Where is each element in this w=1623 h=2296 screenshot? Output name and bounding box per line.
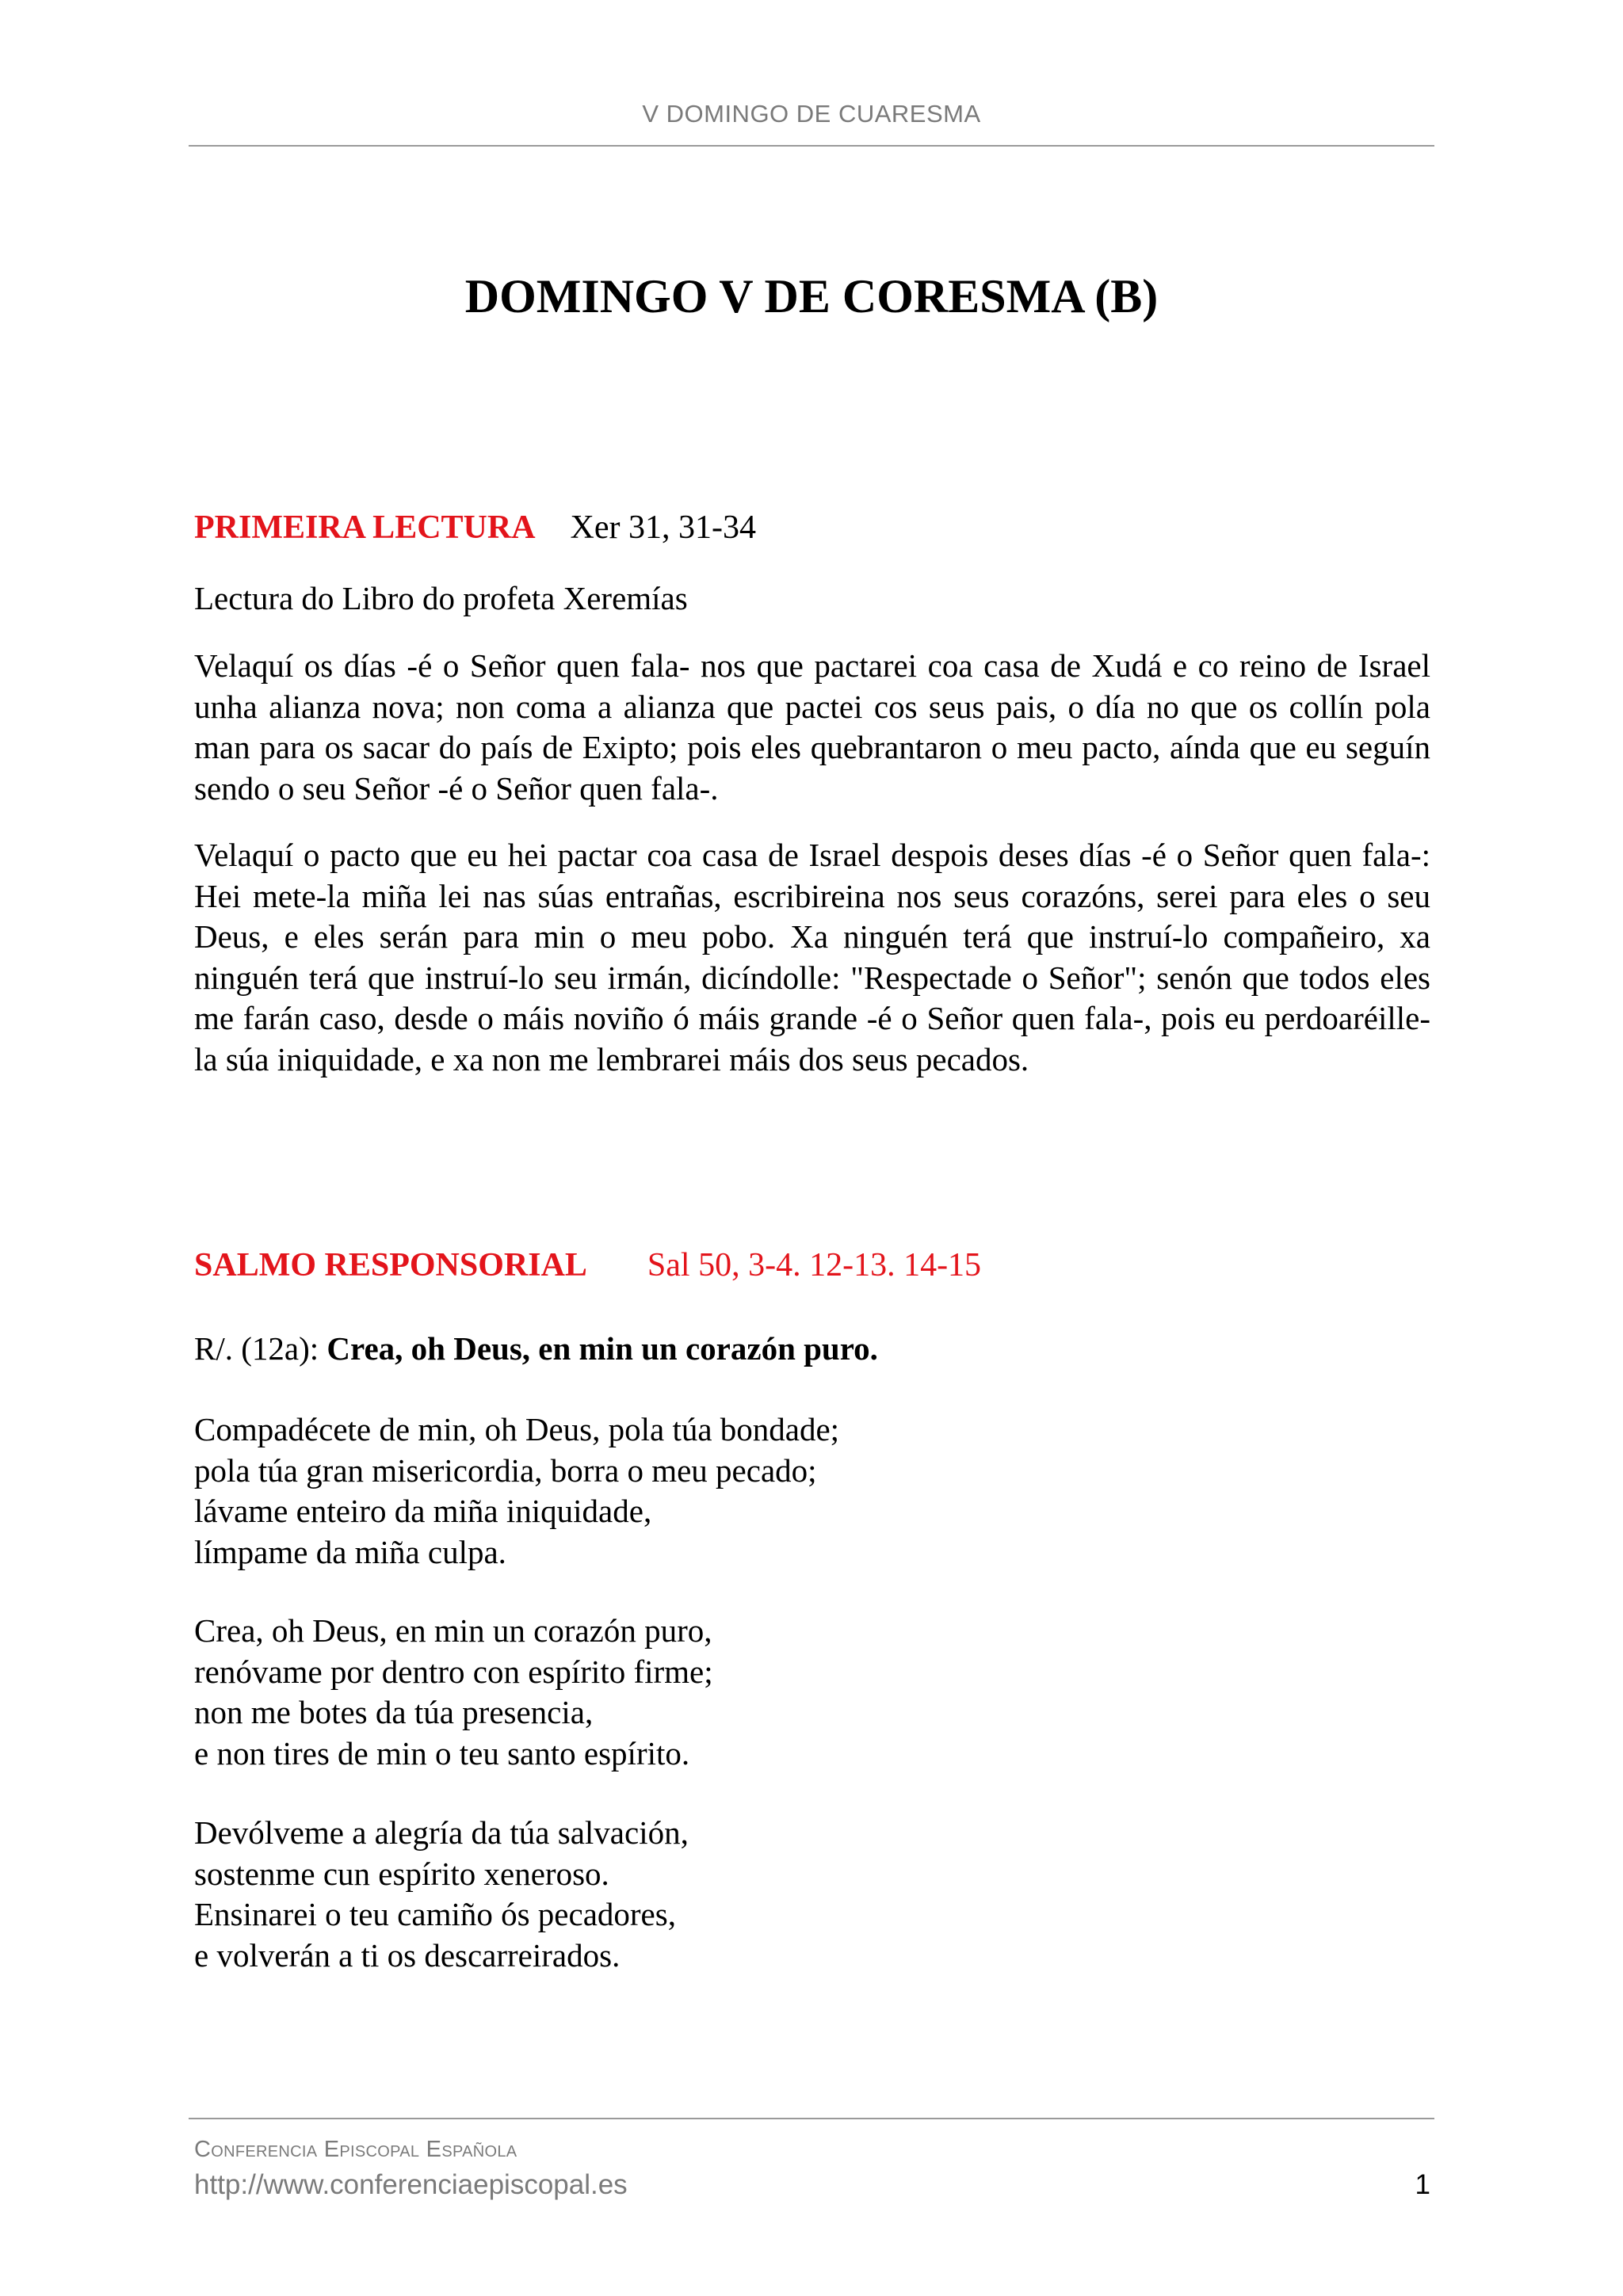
verse-line: pola túa gran misericordia, borra o meu pecado; xyxy=(194,1451,817,1489)
verse-line: sostenme cun espírito xeneroso. xyxy=(194,1855,609,1892)
verse-line: Compadécete de min, oh Deus, pola túa bondade; xyxy=(194,1411,840,1447)
verse-line: Ensinarei o teu camiño ós pecadores, xyxy=(194,1896,676,1932)
psalm-stanza-1 xyxy=(194,1409,1430,1573)
page-number: 1 xyxy=(1415,2169,1430,2200)
psalm-label: SALMO RESPONSORIAL xyxy=(194,1247,587,1283)
verse-line: non me botes da túa presencia, xyxy=(194,1694,594,1730)
verse-line: lávame enteiro da miña iniquidade, xyxy=(194,1493,652,1529)
psalm-stanza-3 xyxy=(194,1813,1430,1976)
first-reading-reference: Xer 31, 31-34 xyxy=(570,509,756,546)
verse-line: e volverán a ti os descarreirados. xyxy=(194,1936,621,1974)
first-reading-heading xyxy=(194,509,756,547)
verse-line: renóvame por dentro con espírito firme; xyxy=(194,1653,713,1690)
psalm-response-prefix: R/. (12a): xyxy=(194,1330,327,1367)
footer-divider xyxy=(189,2118,1434,2119)
psalm-heading xyxy=(194,1246,981,1284)
first-reading-paragraph-2: Velaquí o pacto que eu hei pactar coa casa de Israel despois deses días -é o Señor quen fala-: Hei mete-la miña lei nas súas entrañas, escribireina nos seus corazóns, serei para eles o seu Deus, e eles serán para min o meu pobo. Xa ninguén terá que instruí-lo compañeiro, xa ninguén terá que instruí-lo seu irmán, dicíndolle: "Respectade o Señor"; senón que todos eles me farán caso, desde o máis noviño ó máis grande -é o Señor quen fala-, pois eu perdoaréille-la súa iniquidade, e xa non me lembrarei máis dos seus pecados. xyxy=(194,837,1430,1077)
verse-line: Crea, oh Deus, en min un corazón puro, xyxy=(194,1612,712,1649)
first-reading-label: PRIMEIRA LECTURA xyxy=(194,509,536,546)
footer-url: http://www.conferenciaepiscopal.es xyxy=(194,2169,628,2200)
first-reading-paragraph-1: Velaquí os días -é o Señor quen fala- nos que pactarei coa casa de Xudá e co reino de Israel unha alianza nova; non coma a alianza que pactei cos seus pais, o día no que os collín pola man para os sacar do país de Exipto; pois eles quebrantaron o meu pacto, aínda que eu seguín sendo o seu Señor -é o Señor quen fala-. xyxy=(194,647,1430,807)
footer-organization: Conferencia Episcopal Española xyxy=(194,2137,517,2162)
psalm-stanza-2 xyxy=(194,1611,1430,1774)
verse-line: Devólveme a alegría da túa salvación, xyxy=(194,1814,689,1851)
verse-line: límpame da miña culpa. xyxy=(194,1533,506,1570)
psalm-response-text: Crea, oh Deus, en min un corazón puro. xyxy=(327,1330,878,1367)
psalm-reference: Sal 50, 3-4. 12-13. 14-15 xyxy=(647,1247,982,1283)
running-header: V DOMINGO DE CUARESMA xyxy=(642,100,981,128)
header-divider xyxy=(189,145,1434,147)
page-title: DOMINGO V DE CORESMA (B) xyxy=(464,270,1159,322)
verse-line: e non tires de min o teu santo espírito. xyxy=(194,1734,690,1772)
psalm-response xyxy=(194,1329,1430,1370)
first-reading-intro: Lectura do Libro do profeta Xeremías xyxy=(194,580,688,616)
